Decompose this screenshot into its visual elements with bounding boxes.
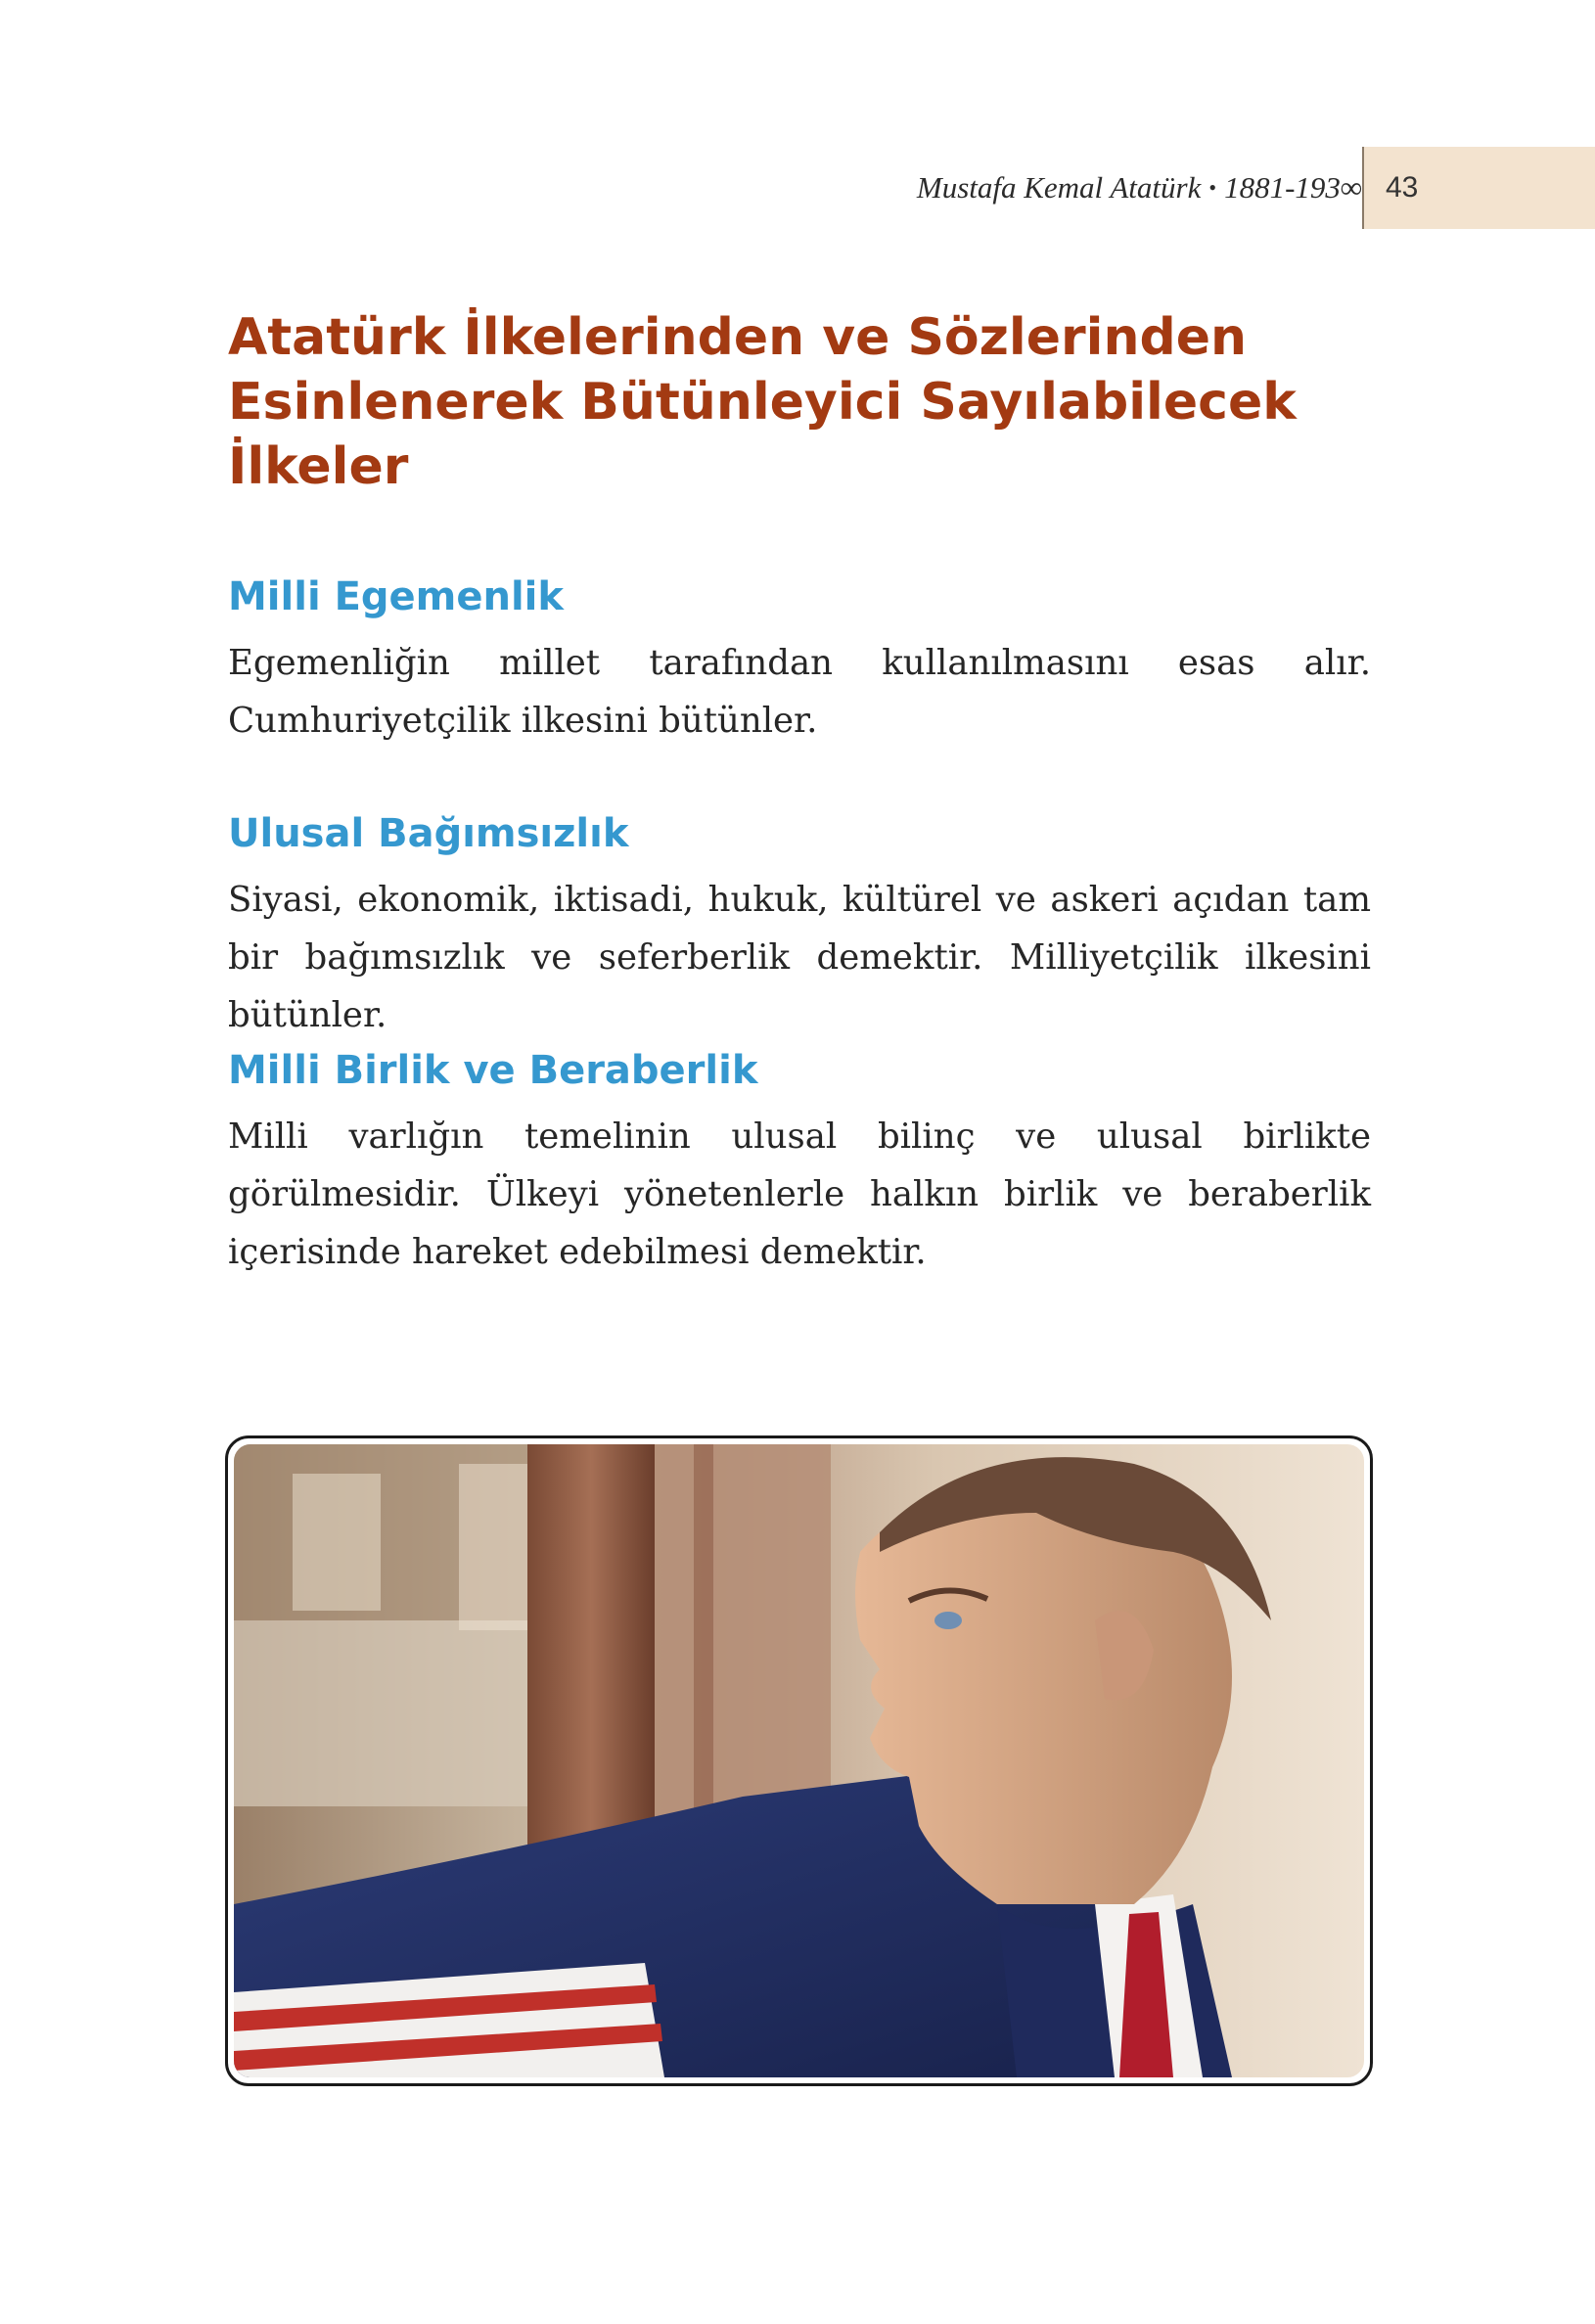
portrait-photo [234,1444,1364,2077]
section-heading: Milli Birlik ve Beraberlik [228,1048,758,1093]
section-body: Egemenliğin millet tarafından kullanılmasını esas alır. Cumhuriyetçilik ilkesini bütünler. [228,643,1371,741]
page-title-line-2: Esinlenerek Bütünleyici Sayılabilecek [228,373,1297,432]
section-ulusal-bagimsizlik [228,808,1371,1044]
section-milli-birlik [228,1045,1371,1281]
section-body: Milli varlığın temelinin ulusal bilinç ve ulusal birlikte görülmesidir. Ülkeyi yönetenlerle halkın birlik ve beraberlik içerisinde hareket edebilmesi demektir. [228,1116,1371,1272]
page-title [228,305,1304,499]
separator-dot: • [1208,175,1217,200]
running-years: 1881-193∞ [1224,170,1362,205]
section-heading: Ulusal Bağımsızlık [228,811,629,856]
page-number-tab [1362,147,1595,229]
running-title: Mustafa Kemal Atatürk [916,170,1202,205]
page-title-line-3: İlkeler [228,437,409,496]
section-heading: Milli Egemenlik [228,574,564,619]
page-number: 43 [1386,171,1419,204]
section-milli-egemenlik [228,571,1371,750]
running-header [917,147,1362,229]
portrait-photo-frame [225,1435,1373,2086]
section-body: Siyasi, ekonomik, iktisadi, hukuk, kültürel ve askeri açıdan tam bir bağımsızlık ve seferberlik demektir. Milliyetçilik ilkesini bütünler. [228,880,1371,1035]
page-title-line-1: Atatürk İlkelerinden ve Sözlerinden [228,308,1248,367]
